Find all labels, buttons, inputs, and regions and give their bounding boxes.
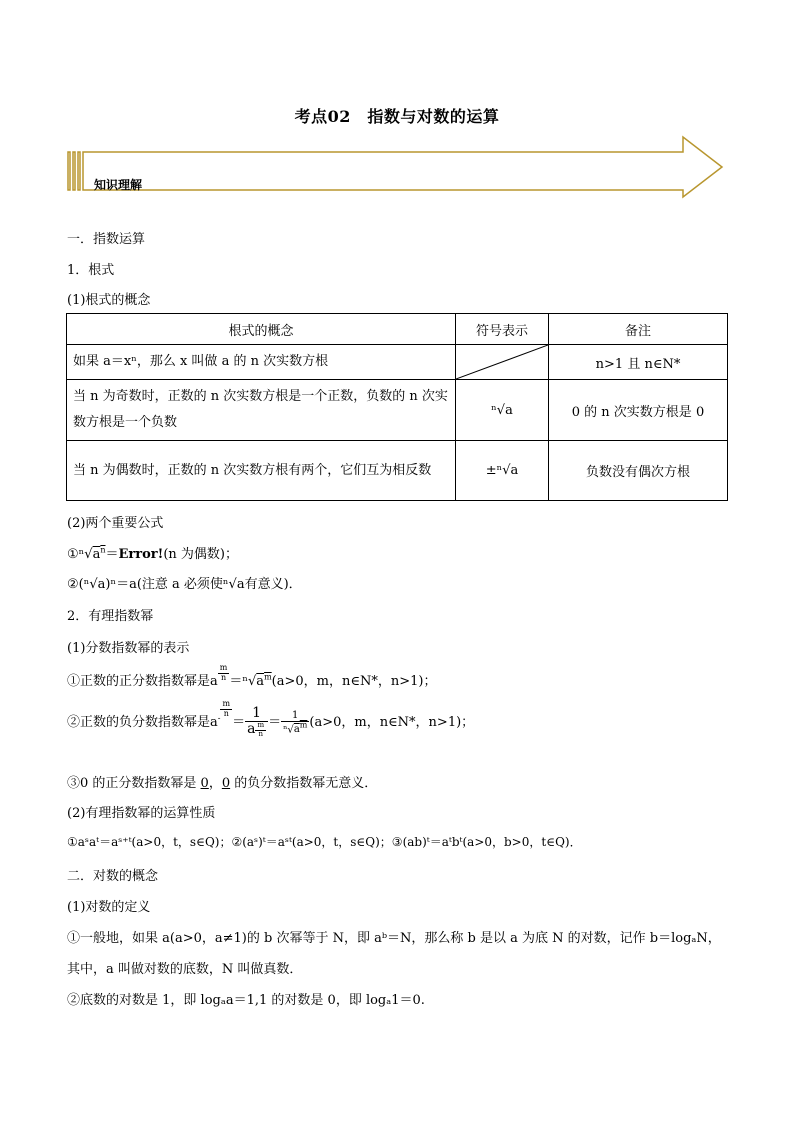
subsubsection-heading-radical-concept: (1)根式的概念 (67, 293, 151, 308)
power-expression: a- $\frac{m}{n}$ ＝ 1 a $\frac{m}{n}$ ＝ $\frac{1}{^n√a^m}$ (210, 699, 308, 739)
log-definition-line-3: ②底数的对数是 1，即 logₐa＝1,1 的对数是 0，即 logₐ1＝0. (67, 993, 425, 1008)
error-text: Error! (118, 547, 164, 562)
table-cell-symbol: ±ⁿ√a (456, 441, 549, 501)
log-definition-line-2: 其中，a 叫做对数的底数，N 叫做真数． (67, 962, 303, 977)
table-cell-note: 负数没有偶次方根 (549, 441, 728, 501)
power-expression: a $\frac{m}{n}$ $=^n√a^m$ (210, 663, 272, 689)
table-cell-symbol-empty (456, 345, 549, 380)
table-cell-note: 0 的 n 次实数方根是 0 (549, 380, 728, 441)
subsection-heading-rational-power: 2．有理指数幂 (67, 609, 154, 624)
radical-table (66, 313, 728, 501)
log-definition-line-1: ①一般地，如果 a(a>0，a≠1)的 b 次幂等于 N，即 aᵇ＝N，那么称 b 是以 a 为底 N 的对数，记作 b＝logₐN， (67, 931, 721, 946)
table-cell-symbol: ⁿ√a (456, 380, 549, 441)
table-cell-concept: 如果 a＝xⁿ，那么 x 叫做 a 的 n 次实数方根 (67, 345, 456, 380)
page-title: 考点02 指数与对数的运算 (294, 107, 500, 126)
fractional-power-heading: (1)分数指数幂的表示 (67, 641, 190, 656)
section-heading-logarithm: 二．对数的概念 (67, 869, 159, 884)
table-row (67, 441, 728, 501)
section-banner-arrow (66, 134, 726, 200)
banner-label: 知识理解 (94, 178, 143, 192)
formulas-heading: (2)两个重要公式 (67, 516, 164, 531)
section-heading-exponent: 一．指数运算 (67, 232, 146, 247)
radical-expression: $^n√a^n$ (78, 545, 106, 562)
log-definition-heading: (1)对数的定义 (67, 900, 151, 915)
table-cell-concept: 当 n 为偶数时，正数的 n 次实数方根有两个，它们互为相反数 (67, 441, 456, 501)
formula-1: $①^n√a^n=Error!(n$ 为偶数)； (67, 545, 239, 562)
table-row (67, 345, 728, 380)
table-header-concept: 根式的概念 (67, 314, 456, 345)
fractional-power-positive: ①正数的正分数指数幂是a $\frac{m}{n}$ $=^n√a^m(a>0$，m，n∈N*，n>1)； (67, 663, 437, 689)
table-header-note: 备注 (549, 314, 728, 345)
diagonal-slash (456, 345, 548, 379)
operation-properties-line: ①aˢaᵗ＝aˢ⁺ᵗ(a>0，t，s∈Q)；②(aˢ)ᵗ＝aˢᵗ(a>0，t，s∈Q)；③(ab)ᵗ＝aᵗbᵗ(a>0，b>0，t∈Q)． (67, 835, 582, 849)
formula-2: ②(ⁿ√a)ⁿ＝a(注意 a 必须使ⁿ√a有意义)． (67, 577, 302, 592)
table-cell-note: n>1 且 n∈N* (549, 345, 728, 380)
table-header-symbol: 符号表示 (456, 314, 549, 345)
table-header-row (67, 314, 728, 345)
subsection-heading-radical: 1．根式 (67, 263, 115, 278)
fractional-power-negative: ②正数的负分数指数幂是a- $\frac{m}{n}$ ＝ 1 a $\frac{m}{n}$ ＝ $\frac{1}{^n√a^m}$ (a>0，m，n∈N*，n>1)； (67, 699, 475, 739)
table-cell-concept: 当 n 为奇数时，正数的 n 次实数方根是一个正数，负数的 n 次实数方根是一个负数 (67, 380, 456, 441)
operation-properties-heading: (2)有理指数幂的运算性质 (67, 806, 216, 821)
zero-power-line: ③0 的正分数指数幂是 0，0 的负分数指数幂无意义． (67, 776, 378, 791)
table-row (67, 380, 728, 441)
